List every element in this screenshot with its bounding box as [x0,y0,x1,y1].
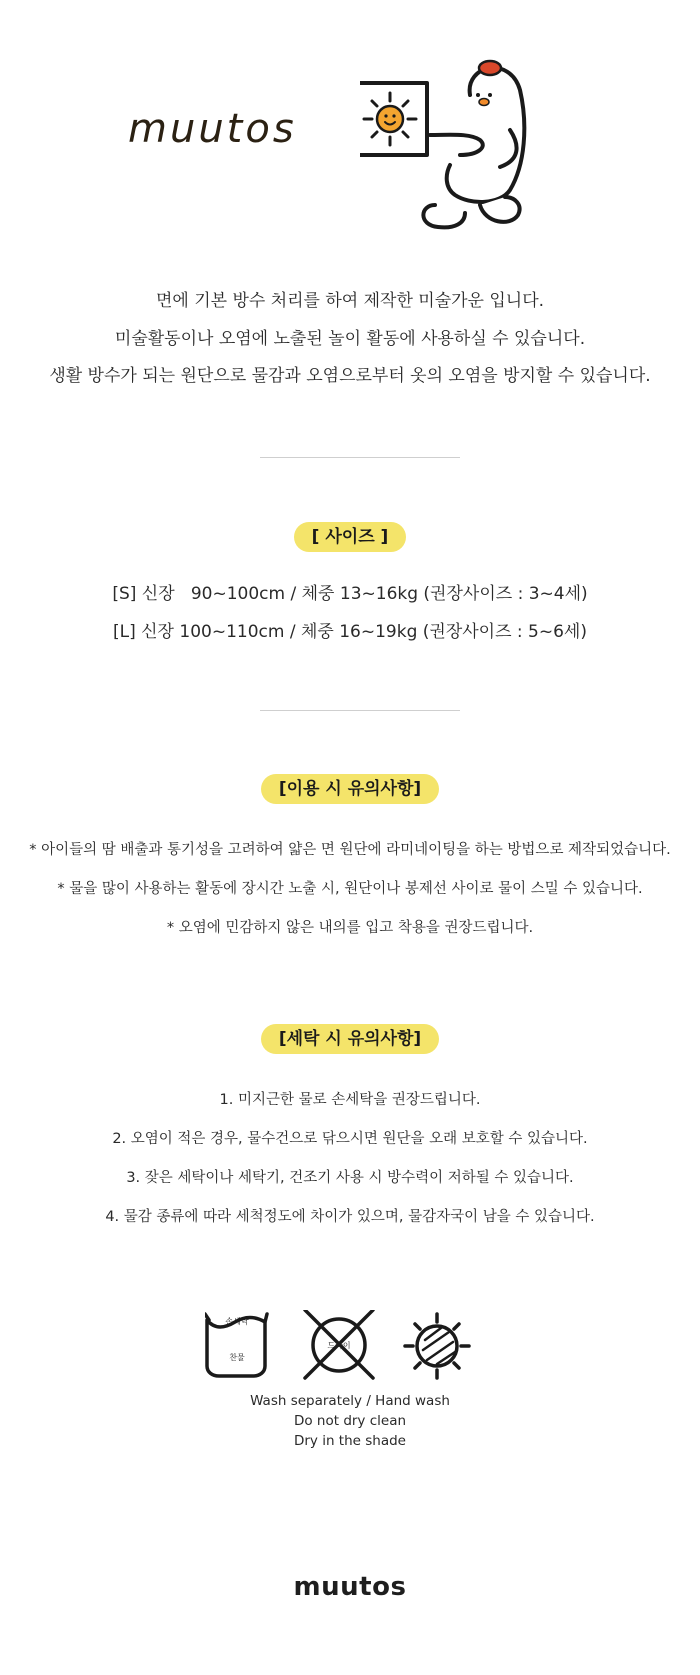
hand-wash-bottom-label: 찬물 [229,1353,245,1362]
washing-title-wrap [0,1024,700,1054]
care-text-dry-shade: Dry in the shade [293,1433,406,1449]
washing-note-1: 1. 미지근한 물로 손세탁을 권장드립니다. [219,1092,481,1108]
size-title-wrap [0,522,700,552]
washing-note-3: 3. 잦은 세탁이나 세탁기, 건조기 사용 시 방수력이 저하될 수 있습니다. [126,1170,574,1186]
dry-clean-label: 드라이 [327,1341,351,1350]
no-dry-clean-icon [305,1310,373,1378]
section-divider [260,710,460,711]
care-icons [205,1310,495,1400]
hand-wash-top-label: 손세탁 [225,1317,249,1326]
size-line-l: [L] 신장 100~110cm / 체중 16~19kg (권장사이즈 : 5~6세) [113,622,587,642]
washing-note-2: 2. 오염이 적은 경우, 물수건으로 닦으시면 원단을 오래 보호할 수 있습니다. [112,1131,588,1147]
hand-wash-icon [205,1314,267,1376]
care-text-wash: Wash separately / Hand wash [250,1393,450,1409]
usage-note-2: * 물을 많이 사용하는 활동에 장시간 노출 시, 원단이나 봉제선 사이로 물이 스밀 수 있습니다. [57,881,643,897]
intro-line-2: 미술활동이나 오염에 노출된 놀이 활동에 사용하실 수 있습니다. [114,329,586,349]
usage-title-badge: [이용 시 유의사항] [261,774,439,804]
dry-in-shade-icon [405,1314,469,1378]
washing-note-4: 4. 물감 종류에 따라 세척정도에 차이가 있으며, 물감자국이 남을 수 있습니다. [105,1209,595,1225]
sun-board-mascot-icon [360,55,560,230]
size-line-s: [S] 신장 90~100cm / 체중 13~16kg (권장사이즈 : 3~4세) [112,584,588,604]
section-divider [260,457,460,458]
care-text-dry-clean: Do not dry clean [293,1413,407,1429]
usage-title-wrap [0,774,700,804]
usage-note-1: * 아이들의 땀 배출과 통기성을 고려하여 얇은 면 원단에 라미네이팅을 하는 방법으로 제작되었습니다. [29,842,671,858]
footer-logo: muutos [293,1572,407,1602]
washing-title-badge: [세탁 시 유의사항] [261,1024,439,1054]
brand-script-logo [128,100,328,160]
intro-line-3: 생활 방수가 되는 원단으로 물감과 오염으로부터 옷의 오염을 방지할 수 있습니다. [49,366,651,386]
footer-logo-wrap [0,1572,700,1602]
intro-line-1: 면에 기본 방수 처리를 하여 제작한 미술가운 입니다. [155,291,545,311]
usage-note-3: * 오염에 민감하지 않은 내의를 입고 착용을 권장드립니다. [166,920,534,936]
size-title-badge: [ 사이즈 ] [294,522,407,552]
brand-script-text: muutos [128,106,297,152]
